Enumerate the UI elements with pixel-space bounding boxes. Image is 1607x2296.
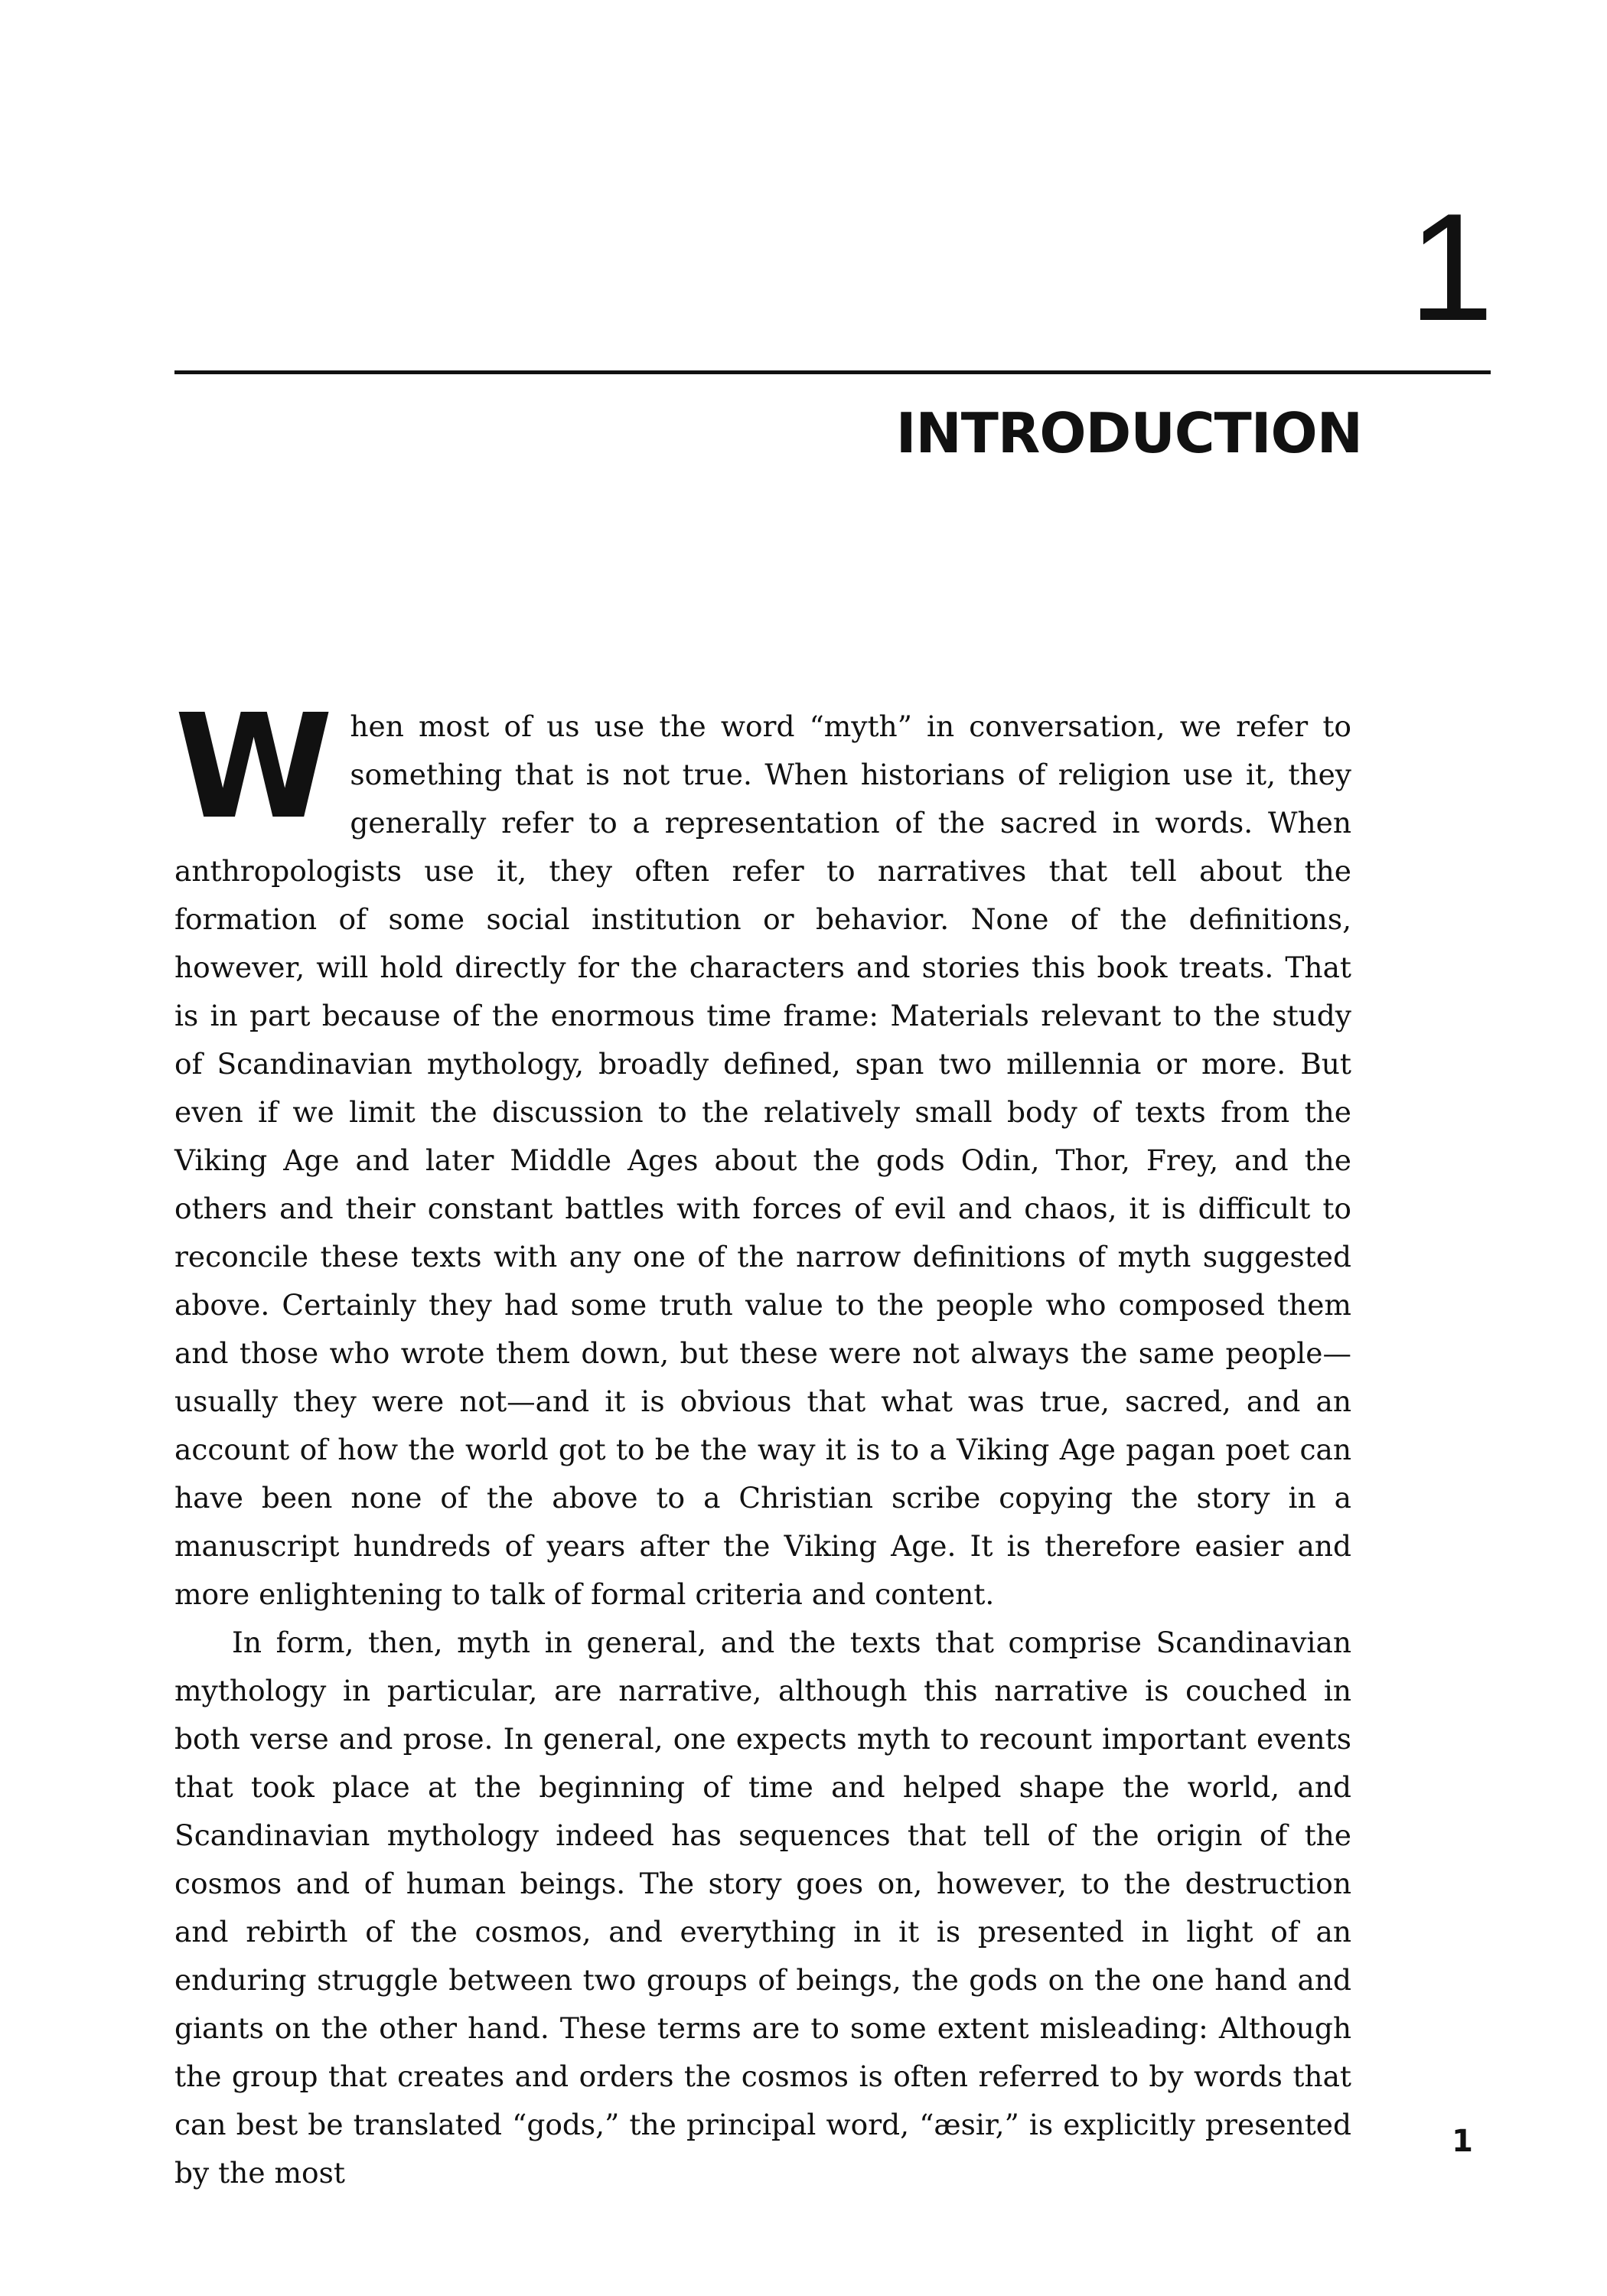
- chapter-rule: [174, 370, 1491, 374]
- chapter-title: INTRODUCTION: [895, 401, 1362, 465]
- drop-cap: W: [174, 683, 334, 851]
- paragraph: In form, then, myth in general, and the texts that comprise Scandinavian mythology in particular, are narrative, although this narrative is couched in both verse and prose. In general, one expects myth to recount important events that took place at the beginning of time and helped shape the world, and Scandinavian mythology indeed has sequences that tell of the origin of the cosmos and of human beings. The story goes on, however, to the destruction and rebirth of the cosmos, and everything in it is presented in light of an enduring struggle between two groups of beings, the gods on the one hand and giants on the other hand. These terms are to some extent misleading: Although the group that creates and orders the cosmos is often referred to by words that can best be translated “gods,” the principal word, “æsir,” is explicitly presented by the most: [174, 1626, 1351, 2190]
- paragraph-text: hen most of us use the word “myth” in conversation, we refer to something that is not true. When historians of religion use it, they generally refer to a representation of the sacred in words. When anthropologists use it, they often refer to narratives that tell about the formation of some social institution or behavior. None of the definitions, however, will hold directly for the characters and stories this book treats. That is in part because of the enormous time frame: Materials relevant to the study of Scandinavian mythology, broadly defined, span two millennia or more. But even if we limit the discussion to the relatively small body of texts from the Viking Age and later Middle Ages about the gods Odin, Thor, Frey, and the others and their constant battles with forces of evil and chaos, it is difficult to reconcile these texts with any one of the narrow definitions of myth suggested above. Certainly they had some truth value to the people who composed them and those who wrote them down, but these were not always the same people—usually they were not—and it is obvious that what was true, sacred, and an account of how the world got to be the way it is to a Viking Age pagan poet can have been none of the above to a Christian scribe copying the story in a manuscript hundreds of years after the Viking Age. It is therefore easier and more enlightening to talk of formal criteria and content.: [174, 709, 1351, 1611]
- chapter-number: 1: [1408, 182, 1494, 353]
- page-number: 1: [1452, 2124, 1473, 2159]
- body-text: [174, 683, 1351, 2197]
- paragraph: [174, 683, 1351, 1619]
